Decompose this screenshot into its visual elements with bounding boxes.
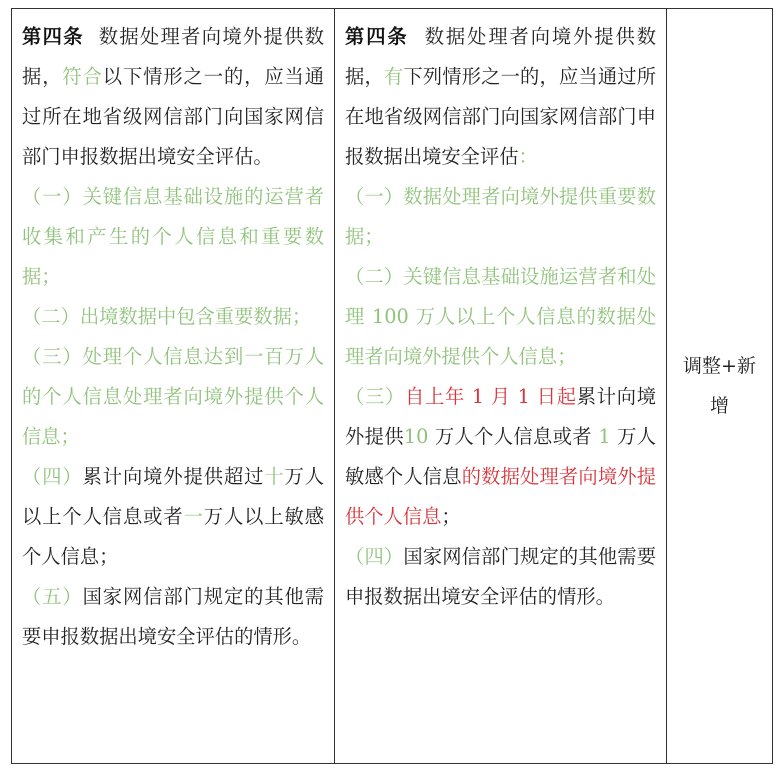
table-row [12,9,773,764]
old-heading: 第四条 [22,25,84,48]
old-intro [22,17,324,177]
new-item-4-num: （四） [345,545,404,568]
new-item-3-h: ； [441,505,461,528]
new-item-3-f: 万人敏感个人信息 [345,425,656,488]
old-item-4 [22,457,324,577]
new-intro-c: 下列情形之一的，应当通过所在地省级网信部门向国家网信部门申报数据出境安全评估 [345,65,657,168]
new-intro-b: 有 [383,65,404,88]
change-note: 调整+新增 [683,355,756,417]
old-intro-a: 数据处理者向境外提供数据， [22,25,325,88]
new-article-cell [335,9,667,764]
old-item-1: （一）关键信息基础设施的运营者收集和产生的个人信息和重要数据； [22,185,324,288]
new-item-3-e: 1 [598,425,611,448]
old-intro-b: 符合 [62,65,103,88]
new-item-2: （二）关键信息基础设施运营者和处理 100 万人以上个人信息的数据处理者向境外提供个人信息； [345,265,656,368]
new-item-1: （一）数据处理者向境外提供重要数据； [345,185,656,248]
old-item-3: （三）处理个人信息达到一百万人的个人信息处理者向境外提供个人信息； [22,345,324,448]
old-item-4-a: 累计向境外提供超过 [82,465,265,488]
old-item-4-c: 万人以上个人信息或者 [22,465,325,528]
new-item-3-d: 万人个人信息或者 [428,425,599,448]
new-item-4 [345,537,656,617]
new-item-3-c: 10 [403,425,429,448]
new-item-3-a: 自上年 1 月 1 日起 [404,385,577,408]
old-item-4-num: （四） [22,465,83,488]
comparison-table [11,8,773,764]
old-item-4-d: 一 [183,505,204,528]
old-intro-c: 以下情形之一的，应当通过所在地省级网信部门向国家网信部门申报数据出境安全评估。 [22,65,325,168]
new-heading: 第四条 [345,25,409,48]
old-article-cell [12,9,335,764]
new-intro-d: ： [518,145,538,168]
old-item-4-b: 十 [264,465,285,488]
new-item-3-num: （三） [345,385,405,408]
new-item-3 [345,377,656,537]
new-intro [345,17,656,177]
new-item-3-g: 的数据处理者向境外提供个人信息 [345,465,656,528]
old-item-4-e: 万人以上敏感个人信息； [22,505,325,568]
old-item-5-text: 国家网信部门规定的其他需要申报数据出境安全评估的情形。 [22,585,325,648]
new-intro-a: 数据处理者向境外提供数据， [345,25,657,88]
new-item-4-text: 国家网信部门规定的其他需要申报数据出境安全评估的情形。 [345,545,656,608]
old-item-5 [22,577,324,657]
old-item-5-num: （五） [22,585,83,608]
new-item-3-b: 累计向境外提供 [345,385,657,448]
old-item-2: （二）出境数据中包含重要数据； [22,305,312,328]
note-cell [667,9,773,764]
